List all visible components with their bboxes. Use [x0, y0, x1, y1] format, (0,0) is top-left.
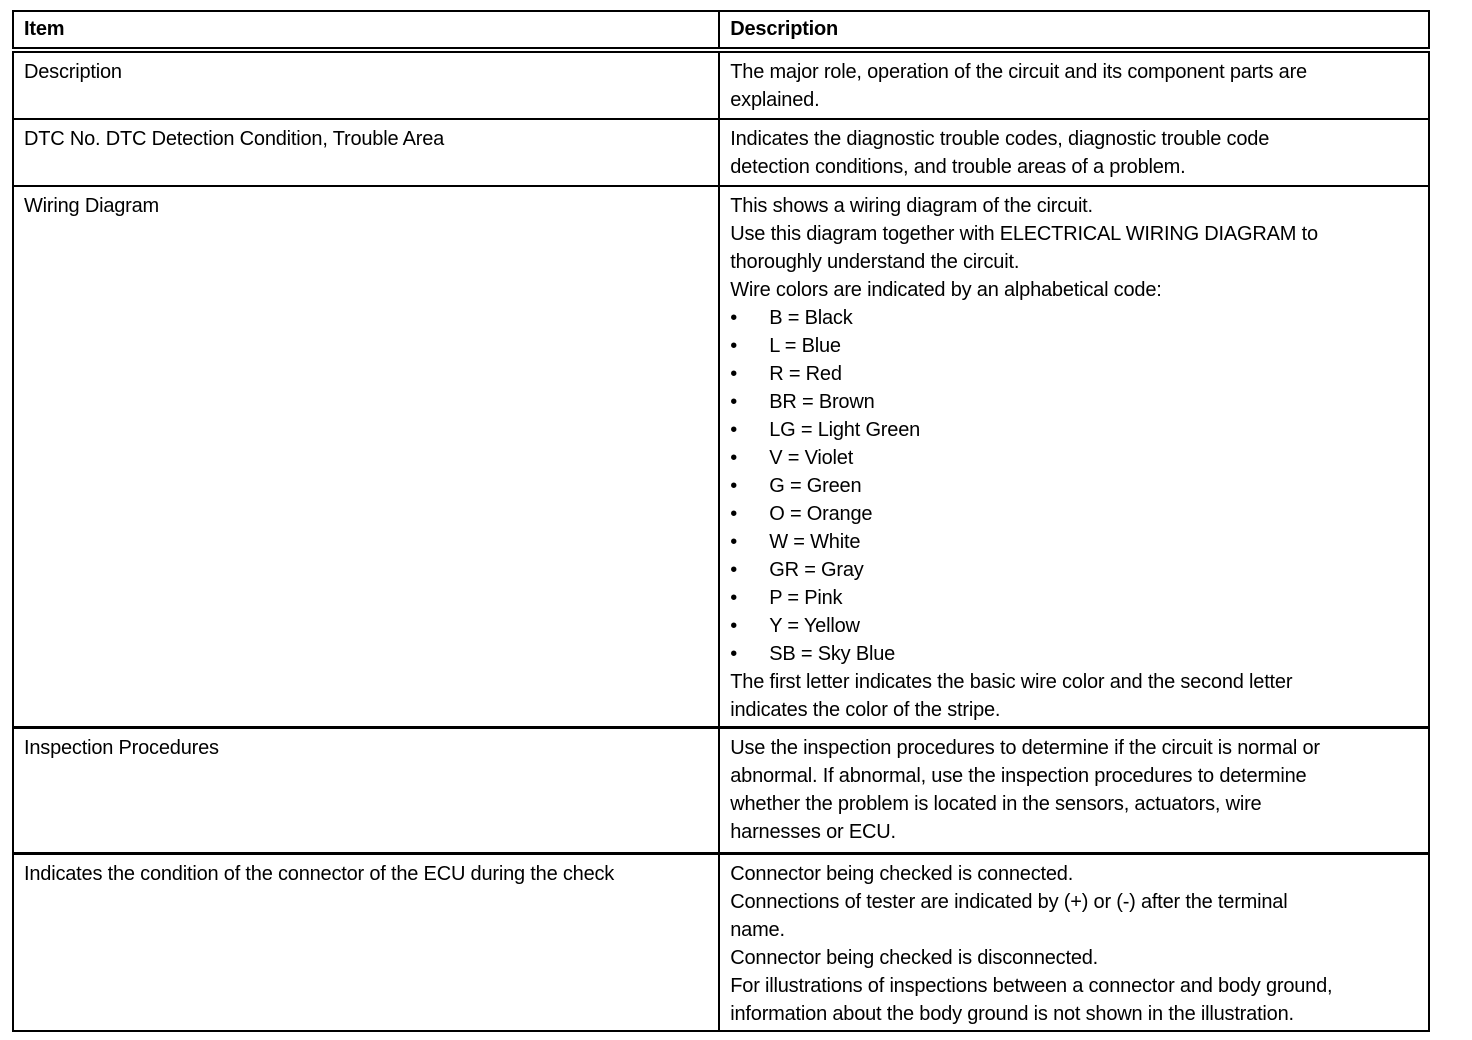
description-cell — [719, 186, 1429, 728]
wire-color-label: G = Green — [769, 475, 862, 497]
table-row — [13, 728, 1429, 854]
table-row — [13, 186, 1429, 728]
bullet-icon: • — [730, 447, 738, 469]
description-line: Use this diagram together with ELECTRICAL WIRING DIAGRAM to — [730, 223, 1318, 245]
description-line: The major role, operation of the circuit and its component parts are — [730, 61, 1307, 83]
description-line: abnormal. If abnormal, use the inspection procedures to determine — [730, 765, 1307, 787]
table-row — [13, 119, 1429, 186]
wire-color-item — [730, 500, 1418, 528]
description-line: Wire colors are indicated by an alphabetical code: — [730, 279, 1162, 301]
item-cell: Wiring Diagram — [13, 186, 719, 728]
bullet-icon: • — [730, 615, 738, 637]
column-header-description: Description — [719, 11, 1429, 50]
wire-color-label: R = Red — [769, 363, 842, 385]
bullet-icon: • — [730, 643, 738, 665]
wire-color-item — [730, 528, 1418, 556]
wire-color-item — [730, 640, 1418, 668]
description-line: harnesses or ECU. — [730, 821, 896, 843]
bullet-icon: • — [730, 335, 738, 357]
wire-color-item — [730, 612, 1418, 640]
bullet-icon: • — [730, 475, 738, 497]
bullet-icon: • — [730, 419, 738, 441]
reference-table — [12, 10, 1430, 1032]
bullet-icon: • — [730, 307, 738, 329]
item-cell: Inspection Procedures — [13, 728, 719, 854]
description-cell — [719, 50, 1429, 119]
description-line: Indicates the diagnostic trouble codes, diagnostic trouble code — [730, 128, 1270, 150]
column-header-item: Item — [13, 11, 719, 50]
table-header-row — [13, 11, 1429, 50]
description-line: explained. — [730, 89, 820, 111]
item-cell: DTC No. DTC Detection Condition, Trouble Area — [13, 119, 719, 186]
wire-color-item — [730, 472, 1418, 500]
wire-color-item — [730, 584, 1418, 612]
bullet-icon: • — [730, 363, 738, 385]
wire-color-item — [730, 444, 1418, 472]
item-cell: Description — [13, 50, 719, 119]
description-line: Connections of tester are indicated by (+) or (-) after the terminal — [730, 891, 1288, 913]
wire-color-item — [730, 332, 1418, 360]
wire-color-label: O = Orange — [769, 503, 873, 525]
description-line: whether the problem is located in the sensors, actuators, wire — [730, 793, 1262, 815]
wire-color-label: P = Pink — [769, 587, 843, 609]
wire-color-label: V = Violet — [769, 447, 854, 469]
description-line: Connector being checked is disconnected. — [730, 947, 1099, 969]
wire-color-list — [730, 304, 1418, 668]
description-line: Use the inspection procedures to determine if the circuit is normal or — [730, 737, 1320, 759]
description-line: information about the body ground is not shown in the illustration. — [730, 1003, 1294, 1025]
description-line: thoroughly understand the circuit. — [730, 251, 1020, 273]
table-row — [13, 854, 1429, 1032]
bullet-icon: • — [730, 531, 738, 553]
description-line: detection conditions, and trouble areas of a problem. — [730, 156, 1186, 178]
table-row — [13, 50, 1429, 119]
wire-color-label: SB = Sky Blue — [769, 643, 896, 665]
bullet-icon: • — [730, 587, 738, 609]
wire-color-label: L = Blue — [769, 335, 841, 357]
item-cell: Indicates the condition of the connector of the ECU during the check — [13, 854, 719, 1032]
wire-color-label: W = White — [769, 531, 861, 553]
wire-color-label: GR = Gray — [769, 559, 864, 581]
description-line: This shows a wiring diagram of the circuit. — [730, 195, 1093, 217]
wire-color-item — [730, 416, 1418, 444]
wire-color-item — [730, 388, 1418, 416]
description-cell — [719, 119, 1429, 186]
wire-color-label: B = Black — [769, 307, 853, 329]
description-line: indicates the color of the stripe. — [730, 699, 1001, 721]
description-cell — [719, 728, 1429, 854]
wire-color-item — [730, 360, 1418, 388]
description-line: For illustrations of inspections between a connector and body ground, — [730, 975, 1333, 997]
bullet-icon: • — [730, 503, 738, 525]
wire-color-label: LG = Light Green — [769, 419, 921, 441]
bullet-icon: • — [730, 391, 738, 413]
bullet-icon: • — [730, 559, 738, 581]
wire-color-item — [730, 304, 1418, 332]
description-line: Connector being checked is connected. — [730, 863, 1074, 885]
description-line: The first letter indicates the basic wire color and the second letter — [730, 671, 1293, 693]
wire-color-label: Y = Yellow — [769, 615, 860, 637]
description-cell — [719, 854, 1429, 1032]
description-line: name. — [730, 919, 785, 941]
wire-color-label: BR = Brown — [769, 391, 875, 413]
wire-color-item — [730, 556, 1418, 584]
